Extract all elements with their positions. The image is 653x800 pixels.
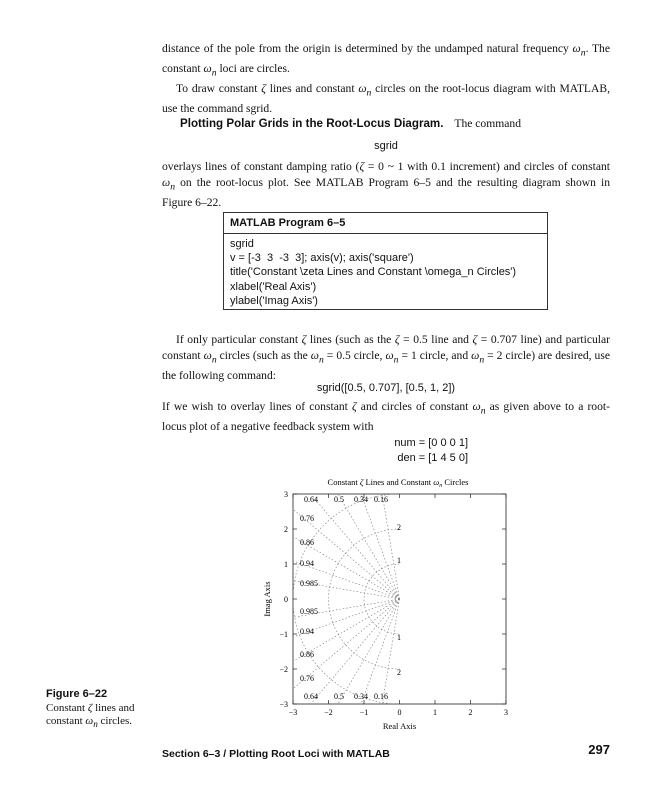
heading-tail: The command [454, 117, 522, 130]
zeta-label: 0.86 [300, 538, 314, 547]
x-tick-label: 0 [397, 708, 402, 717]
zeta-label: 0.94 [300, 627, 314, 636]
zeta-label: 2 [397, 523, 401, 532]
figure-caption-text: Constant ζ lines and constant $\omega_n$ circles. [46, 701, 135, 730]
program-title: MATLAB Program 6–5 [224, 213, 547, 234]
paragraph-overlay-system: If we wish to overlay lines of constant ζ and circles of constant $\omega_n$ as given above to a root-locus plot of a negative feedback system with [162, 400, 610, 433]
wn-circle [293, 494, 400, 704]
zeta-label: 2 [397, 668, 401, 677]
wn-circle [329, 529, 400, 669]
x-tick-label: −3 [288, 708, 298, 717]
code-line: xlabel('Real Axis') [230, 280, 317, 293]
page-number: 297 [588, 742, 610, 757]
x-axis-label: Real Axis [382, 721, 417, 731]
figure-label: Figure 6–22 [46, 688, 108, 700]
zeta-label: 0.34 [354, 692, 368, 701]
zeta-label: 0.34 [354, 495, 368, 504]
num-line: num = [0 0 0 1] [394, 437, 468, 449]
zeta-label: 0.985 [300, 579, 318, 588]
den-line: den = [1 4 5 0] [397, 451, 468, 464]
zeta-label: 0.64 [304, 692, 318, 701]
figure-caption [46, 688, 156, 732]
paragraph-pole-distance: distance of the pole from the origin is determined by the undamped natural frequency $\omega_n$. The constant $\omega_n$ loci are circles. [162, 42, 610, 79]
zeta-label: 0.76 [300, 674, 314, 683]
zeta-label: 0.64 [304, 495, 318, 504]
paragraph-particular: If only particular constant ζ lines (such as the ζ = 0.5 line and ζ = 0.707 line) and particular constant $\omega_n$ circles (such as the $\omega_n = 0.5$ circle, $\omega_n = 1$ circle, and $\omega_n = 2$ circle) are desired, use the following command: [162, 333, 611, 382]
x-tick-label: 1 [433, 708, 437, 717]
wn-circle [364, 564, 400, 634]
zeta-line [278, 599, 399, 701]
code-line: sgrid [230, 238, 254, 250]
code-line: title('Constant \zeta Lines and Constant \omega_n Circles') [230, 266, 517, 279]
y-tick-label: −2 [279, 665, 288, 674]
zeta-label: 1 [397, 633, 401, 642]
sgrid-command: sgrid [374, 140, 398, 152]
zeta-line [374, 599, 400, 754]
code-line: ylabel('Imag Axis') [230, 294, 318, 307]
page-footer [162, 744, 610, 762]
zeta-label: 0.94 [300, 559, 314, 568]
y-tick-label: 2 [284, 525, 288, 534]
zeta-label: 0.16 [374, 692, 388, 701]
x-tick-label: 3 [504, 708, 508, 717]
zeta-line [297, 599, 399, 720]
y-axis-label: Imag Axis [262, 581, 272, 617]
x-tick-label: −2 [324, 708, 333, 717]
paragraph-overlays: overlays lines of constant damping ratio (ζ = 0 ~ 1 with 0.1 increment) and circles of constant $\omega_n$ on the root-locus plot. See MATLAB Program 6–5 and the resulting diagram shown in Figure 6–22. [162, 160, 610, 209]
zeta-line [262, 519, 399, 599]
zeta-label: 0.985 [300, 607, 318, 616]
y-tick-label: −3 [279, 700, 288, 709]
x-tick-label: −1 [359, 708, 369, 717]
zeta-line [278, 497, 399, 599]
zeta-line [374, 444, 400, 599]
zeta-label: 0.86 [300, 650, 314, 659]
footer-section: Section 6–3 / Plotting Root Loci with MATLAB [162, 748, 390, 760]
sgrid-call: sgrid([0.5, 0.707], [0.5, 1, 2]) [316, 382, 456, 394]
y-tick-label: 1 [284, 560, 288, 569]
y-tick-label: −1 [279, 630, 288, 639]
chart-title: Constant ζ Lines and Constant $\omega_n$ Circles [327, 477, 469, 489]
zeta-label: 0.76 [300, 514, 314, 523]
paragraph-sgrid-intro: To draw constant ζ lines and constant $\omega_n$ circles on the root-locus diagram with MATLAB, use the command sgrid. [162, 81, 611, 115]
y-tick-label: 0 [284, 595, 288, 604]
code-line: v = [-3 3 -3 3]; axis(v); axis('square') [230, 252, 414, 265]
zeta-line [345, 451, 399, 599]
zeta-label: 0.5 [334, 495, 344, 504]
zeta-label: 0.16 [374, 495, 388, 504]
zeta-label: 1 [397, 556, 401, 565]
zeta-label: 0.5 [334, 692, 344, 701]
section-heading: Plotting Polar Grids in the Root-Locus Diagram. [180, 117, 444, 130]
x-tick-label: 2 [468, 708, 473, 717]
y-tick-label: 3 [284, 490, 288, 499]
